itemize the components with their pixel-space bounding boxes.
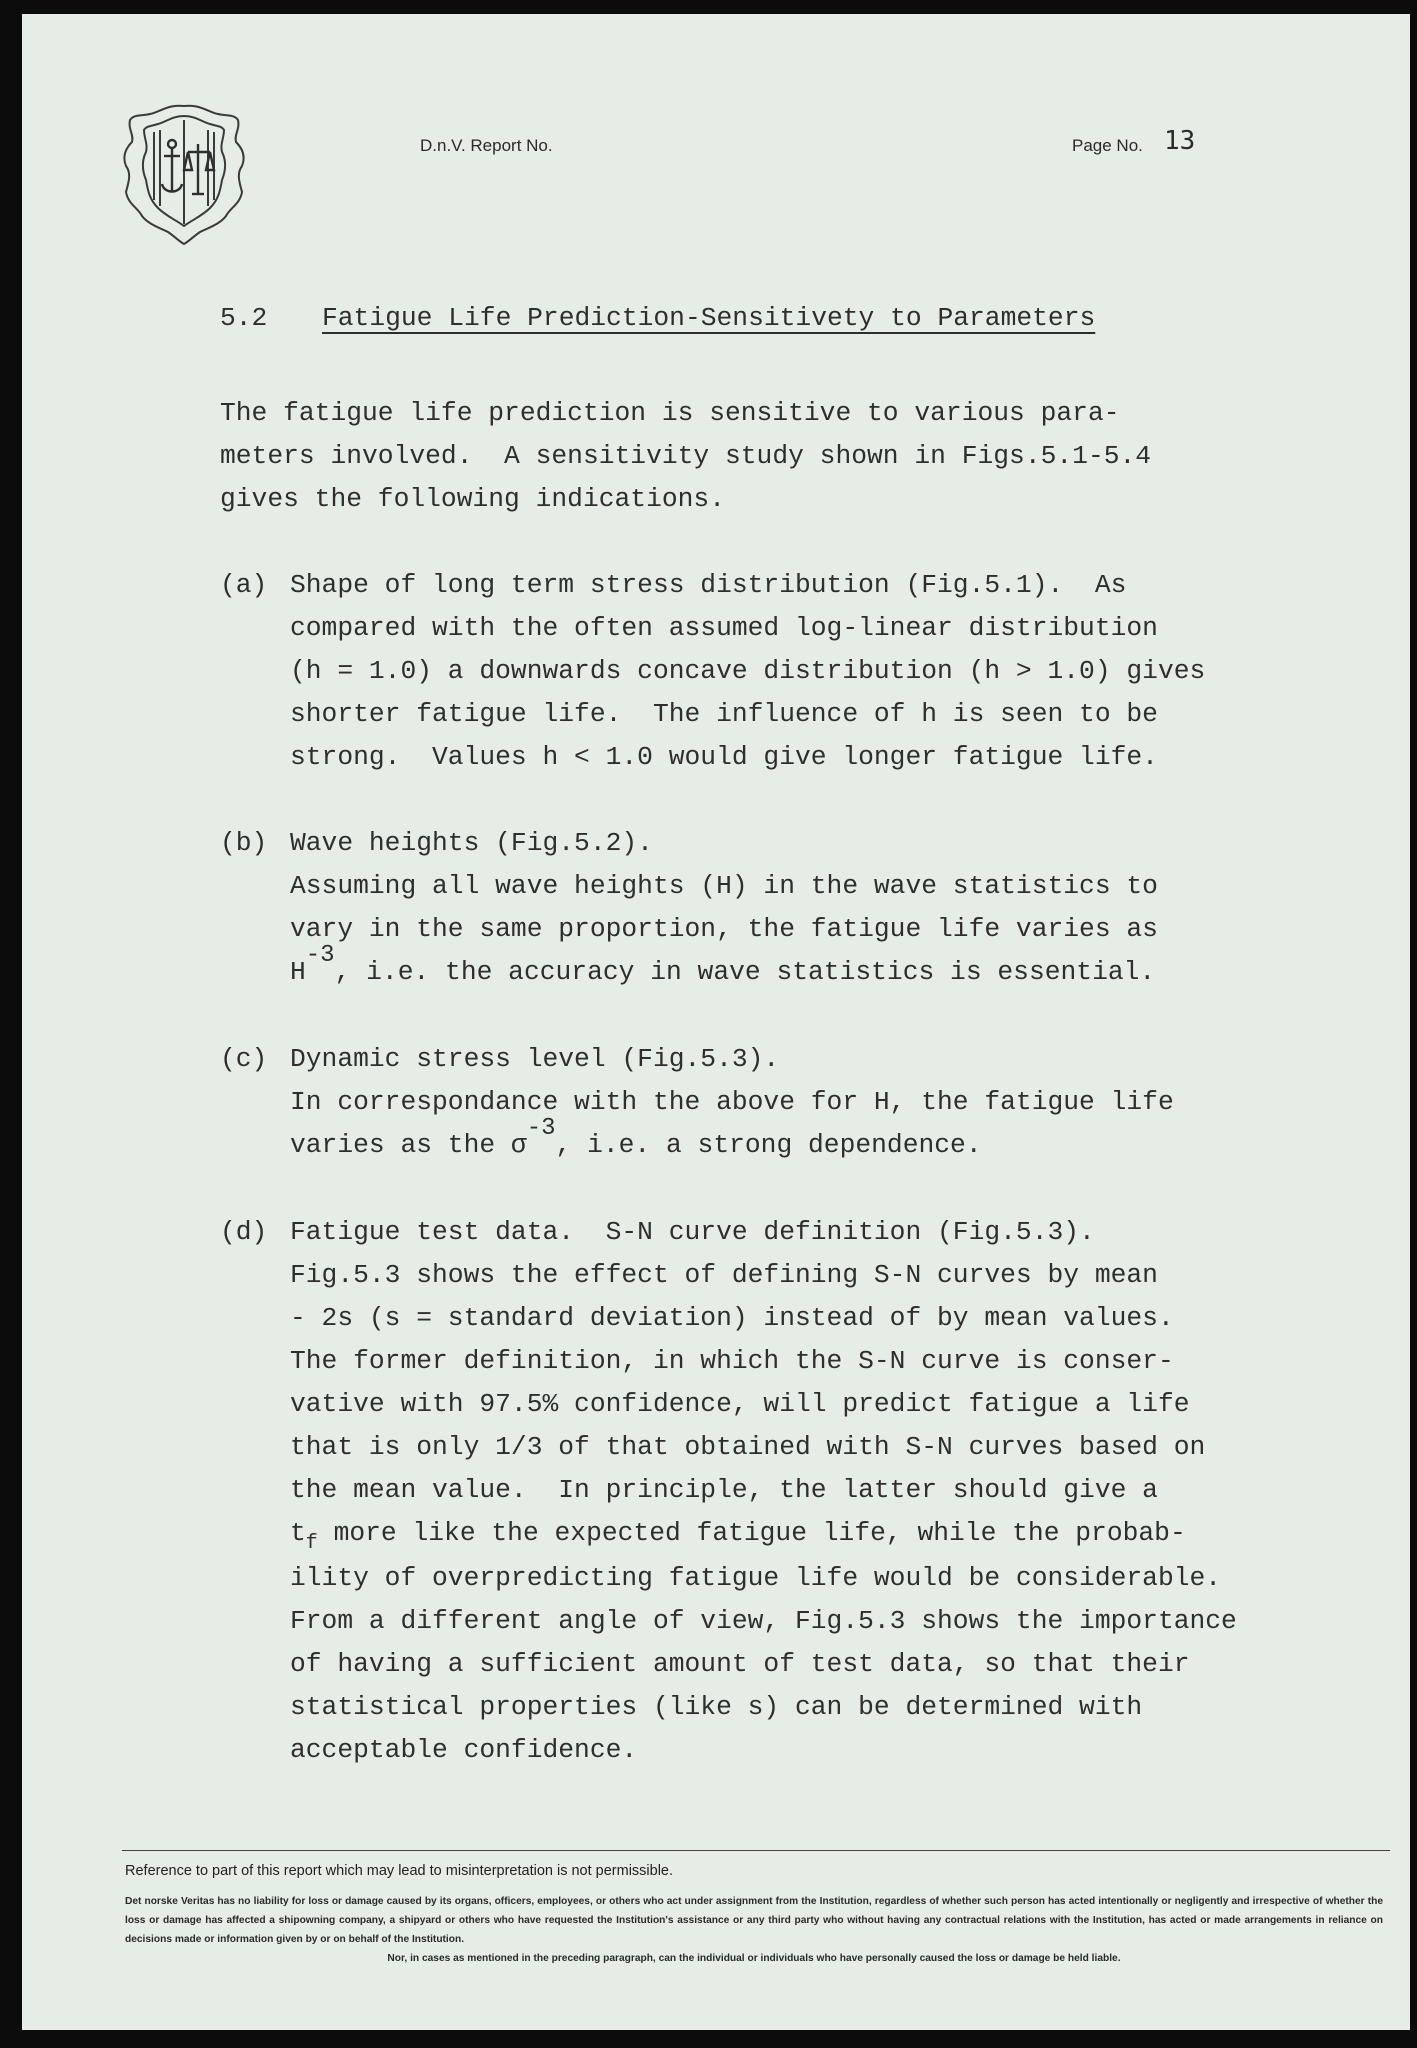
section-title: Fatigue Life Prediction-Sensitivety to Parameters — [322, 303, 1096, 333]
item-line: From a different angle of view, Fig.5.3 shows the importance — [290, 1606, 1237, 1636]
item-d-text — [290, 1211, 1237, 1772]
intro-line: gives the following indications. — [220, 484, 725, 514]
item-line: of having a sufficient amount of test data, so that their — [290, 1649, 1190, 1679]
item-line: vary in the same proportion, the fatigue life varies as — [290, 914, 1158, 944]
intro-paragraph — [220, 392, 1151, 521]
item-line: , i.e. a strong dependence. — [555, 1130, 982, 1160]
item-d-label: (d) — [220, 1217, 268, 1247]
item-line: - 2s (s = standard deviation) instead of by mean values. — [290, 1303, 1174, 1333]
item-line: acceptable confidence. — [290, 1735, 638, 1765]
disclaimer-last-line: Nor, in cases as mentioned in the preceding paragraph, can the individual or individuals who have personally caused the loss or damage be held liable. — [387, 1953, 1121, 1964]
footer-notice: Reference to part of this report which may lead to misinterpretation is not permissible. — [125, 1863, 674, 1879]
item-line: , i.e. the accuracy in wave statistics is essential. — [334, 957, 1156, 987]
item-line: ility of overpredicting fatigue life would be considerable. — [290, 1563, 1222, 1593]
item-line: the mean value. In principle, the latter should give a — [290, 1475, 1158, 1505]
item-a-label: (a) — [220, 570, 268, 600]
item-line: Shape of long term stress distribution (Fig.5.1). As — [290, 570, 1127, 600]
report-number-label: D.n.V. Report No. — [420, 136, 553, 155]
footer-divider — [122, 1850, 1390, 1851]
formula-t-base: t — [290, 1518, 306, 1548]
footer-disclaimer — [125, 1892, 1383, 1968]
item-line: Fig.5.3 shows the effect of defining S-N curves by mean — [290, 1260, 1158, 1290]
formula-subscript: f — [305, 1532, 318, 1555]
item-line: more like the expected fatigue life, while the probab- — [317, 1518, 1186, 1548]
page-number: 13 — [1164, 126, 1196, 156]
intro-line: meters involved. A sensitivity study shown in Figs.5.1-5.4 — [220, 441, 1152, 471]
item-line: strong. Values h < 1.0 would give longer fatigue life. — [290, 742, 1158, 772]
item-a-text — [290, 564, 1205, 779]
item-line: shorter fatigue life. The influence of h is seen to be — [290, 699, 1158, 729]
item-b-label: (b) — [220, 828, 268, 858]
item-line: (h = 1.0) a downwards concave distribution (h > 1.0) gives — [290, 656, 1206, 686]
item-line: Fatigue test data. S-N curve definition (Fig.5.3). — [290, 1217, 1095, 1247]
formula-h-base: H — [290, 957, 306, 987]
item-b-text — [290, 822, 1158, 995]
intro-line: The fatigue life prediction is sensitive to various para- — [220, 398, 1120, 428]
item-c-label: (c) — [220, 1044, 268, 1074]
item-line: vative with 97.5% confidence, will predict fatigue a life — [290, 1389, 1190, 1419]
item-line: that is only 1/3 of that obtained with S-N curves based on — [290, 1432, 1206, 1462]
formula-exponent: -3 — [305, 942, 335, 969]
item-line: Wave heights (Fig.5.2). — [290, 828, 653, 858]
item-line: Assuming all wave heights (H) in the wave statistics to — [290, 871, 1158, 901]
item-line: statistical properties (like s) can be determined with — [290, 1692, 1143, 1722]
item-line: Dynamic stress level (Fig.5.3). — [290, 1044, 780, 1074]
page-number-label: Page No. — [1072, 136, 1143, 155]
item-line: The former definition, in which the S-N curve is conser- — [290, 1346, 1174, 1376]
item-c-text — [290, 1038, 1174, 1168]
disclaimer-text: Det norske Veritas has no liability for loss or damage caused by its organs, officers, employees, or others who act under assignment from the Institution, regardless of whether such person has acted intentionally or negligently and irrespective of whether the loss or damage has affected a shipowning company, a shipyard or others who have requested the Institution's assistance or any third party who without having any contractual relations with the Institution, has acted or made arrangements in reliance on decisions made or information given by or on behalf of the Institution. — [125, 1896, 1383, 1945]
dnv-emblem-logo — [120, 100, 248, 248]
item-line: compared with the often assumed log-linear distribution — [290, 613, 1158, 643]
formula-sigma-base: varies as the σ — [290, 1130, 527, 1160]
item-line: In correspondance with the above for H, the fatigue life — [290, 1087, 1174, 1117]
formula-exponent: -3 — [526, 1115, 556, 1142]
document-page — [22, 14, 1410, 2030]
section-number: 5.2 — [220, 303, 268, 333]
